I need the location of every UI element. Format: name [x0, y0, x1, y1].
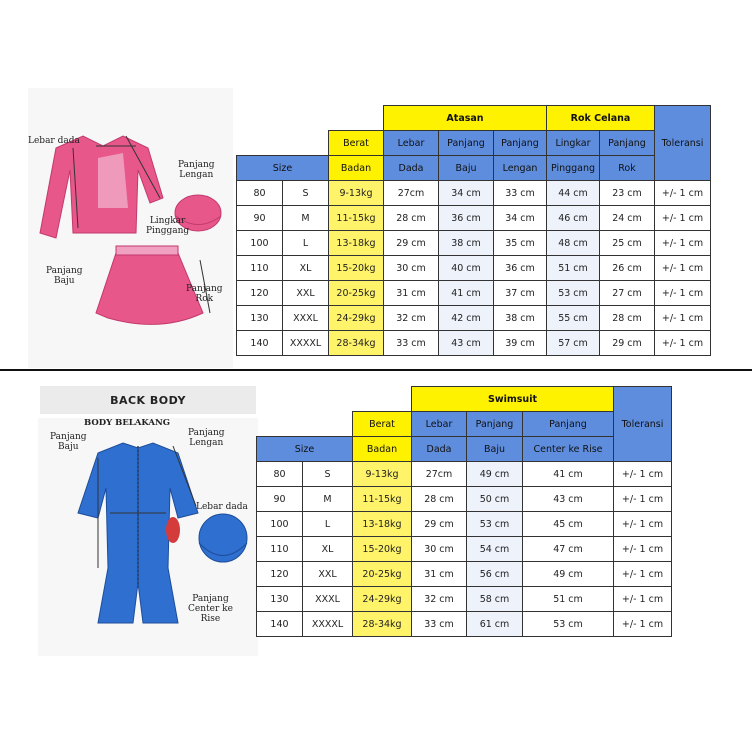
table-row [257, 537, 672, 562]
cell-panjang-center-rise: 51 cm [523, 587, 614, 612]
table-row [257, 587, 672, 612]
cell-size-label: M [303, 487, 353, 512]
cell-toleransi: +/- 1 cm [655, 206, 711, 231]
cell-size-number: 130 [257, 587, 303, 612]
group-header-atasan: Atasan [384, 106, 547, 131]
cell-panjang-center-rise: 49 cm [523, 562, 614, 587]
cell-panjang-baju: 53 cm [467, 512, 523, 537]
table-row [257, 462, 672, 487]
cell-lebar-dada: 27cm [412, 462, 467, 487]
cell-size-number: 80 [257, 462, 303, 487]
group-header-rok-celana: Rok Celana [547, 106, 655, 131]
cell-berat-badan: 11-15kg [329, 206, 384, 231]
blue-swimsuit-illustration [38, 418, 258, 656]
header-dada: Dada [384, 156, 439, 181]
cell-berat-badan: 28-34kg [353, 612, 412, 637]
cell-toleransi: +/- 1 cm [614, 537, 672, 562]
cell-size-label: XXXXL [303, 612, 353, 637]
cell-panjang-rok: 29 cm [600, 331, 655, 356]
header-panjang-baju-top: Panjang [439, 131, 494, 156]
cell-panjang-lengan: 35 cm [494, 231, 547, 256]
group-header-swimsuit: Swimsuit [412, 387, 614, 412]
cell-panjang-baju: 50 cm [467, 487, 523, 512]
cell-toleransi: +/- 1 cm [655, 181, 711, 206]
cell-size-label: XXXL [303, 587, 353, 612]
pink-swimsuit-drawing [28, 88, 233, 368]
header-panjang-baju-bottom: Panjang [467, 412, 523, 437]
cell-berat-badan: 24-29kg [329, 306, 384, 331]
cell-panjang-lengan: 33 cm [494, 181, 547, 206]
cell-lebar-dada: 33 cm [412, 612, 467, 637]
top-size-chart-section [0, 80, 752, 370]
cell-toleransi: +/- 1 cm [614, 462, 672, 487]
cell-size-number: 140 [257, 612, 303, 637]
cell-panjang-lengan: 34 cm [494, 206, 547, 231]
cell-panjang-baju: 42 cm [439, 306, 494, 331]
cell-size-number: 120 [237, 281, 283, 306]
table-row [257, 512, 672, 537]
cell-size-label: XXXXL [283, 331, 329, 356]
cell-panjang-rok: 27 cm [600, 281, 655, 306]
table-row [257, 487, 672, 512]
table-row [257, 562, 672, 587]
cell-size-label: S [303, 462, 353, 487]
cell-size-number: 100 [257, 512, 303, 537]
cell-toleransi: +/- 1 cm [614, 612, 672, 637]
table-row [257, 612, 672, 637]
header-toleransi: Toleransi [655, 106, 711, 181]
cell-lingkar-pinggang: 48 cm [547, 231, 600, 256]
cell-size-number: 120 [257, 562, 303, 587]
header-lengan: Lengan [494, 156, 547, 181]
cell-panjang-lengan: 38 cm [494, 306, 547, 331]
header-dada-bottom: Dada [412, 437, 467, 462]
pink-swimsuit-illustration [28, 88, 233, 368]
cell-size-label: XXL [283, 281, 329, 306]
cell-berat-badan: 28-34kg [329, 331, 384, 356]
cell-panjang-baju: 49 cm [467, 462, 523, 487]
label-panjang-lengan-bottom: Panjang Lengan [188, 428, 225, 448]
cell-size-number: 140 [237, 331, 283, 356]
header-baju: Baju [439, 156, 494, 181]
cell-lebar-dada: 31 cm [384, 281, 439, 306]
cell-panjang-rok: 25 cm [600, 231, 655, 256]
cell-size-number: 130 [237, 306, 283, 331]
cell-size-number: 90 [257, 487, 303, 512]
cell-berat-badan: 9-13kg [353, 462, 412, 487]
cell-size-number: 110 [257, 537, 303, 562]
table-row [237, 281, 711, 306]
cell-berat-badan: 13-18kg [329, 231, 384, 256]
cell-panjang-rok: 24 cm [600, 206, 655, 231]
cell-panjang-baju: 43 cm [439, 331, 494, 356]
cell-panjang-lengan: 37 cm [494, 281, 547, 306]
cell-size-label: XL [283, 256, 329, 281]
cell-panjang-baju: 54 cm [467, 537, 523, 562]
cell-toleransi: +/- 1 cm [655, 256, 711, 281]
label-panjang-center-rise: Panjang Center ke Rise [188, 594, 233, 624]
header-badan-bottom: Badan [353, 437, 412, 462]
header-badan: Badan [329, 156, 384, 181]
cell-panjang-baju: 40 cm [439, 256, 494, 281]
cell-toleransi: +/- 1 cm [655, 306, 711, 331]
cell-size-label: XXXL [283, 306, 329, 331]
cell-lebar-dada: 30 cm [412, 537, 467, 562]
label-panjang-lengan: Panjang Lengan [178, 160, 215, 180]
cell-panjang-baju: 41 cm [439, 281, 494, 306]
header-center-ke-rise: Center ke Rise [523, 437, 614, 462]
label-lebar-dada: Lebar dada [28, 136, 80, 146]
header-rok: Rok [600, 156, 655, 181]
cell-lingkar-pinggang: 55 cm [547, 306, 600, 331]
cell-size-number: 80 [237, 181, 283, 206]
bottom-size-chart-section [0, 372, 752, 672]
label-body-belakang: BODY BELAKANG [84, 418, 171, 428]
header-baju-bottom: Baju [467, 437, 523, 462]
label-panjang-baju: Panjang Baju [46, 266, 83, 286]
header-panjang-lengan-top: Panjang [494, 131, 547, 156]
cell-toleransi: +/- 1 cm [614, 562, 672, 587]
cell-size-number: 110 [237, 256, 283, 281]
header-size-bottom: Size [257, 437, 353, 462]
cell-lingkar-pinggang: 51 cm [547, 256, 600, 281]
cell-lebar-dada: 29 cm [384, 231, 439, 256]
cell-berat-badan: 11-15kg [353, 487, 412, 512]
cell-lebar-dada: 29 cm [412, 512, 467, 537]
table-row [237, 206, 711, 231]
header-pinggang: Pinggang [547, 156, 600, 181]
cell-size-label: S [283, 181, 329, 206]
cell-berat-badan: 15-20kg [353, 537, 412, 562]
cell-lebar-dada: 28 cm [412, 487, 467, 512]
cell-panjang-center-rise: 47 cm [523, 537, 614, 562]
table-row [237, 231, 711, 256]
cell-berat-badan: 20-25kg [353, 562, 412, 587]
table-row [237, 256, 711, 281]
cell-berat-badan: 20-25kg [329, 281, 384, 306]
label-lingkar-pinggang: Lingkar Pinggang [146, 216, 190, 236]
cell-berat-badan: 15-20kg [329, 256, 384, 281]
cell-panjang-lengan: 39 cm [494, 331, 547, 356]
cell-lebar-dada: 32 cm [384, 306, 439, 331]
cell-lingkar-pinggang: 44 cm [547, 181, 600, 206]
bottom-size-table [256, 386, 672, 637]
cell-toleransi: +/- 1 cm [614, 587, 672, 612]
table-row [237, 306, 711, 331]
cell-toleransi: +/- 1 cm [614, 487, 672, 512]
cell-panjang-rok: 23 cm [600, 181, 655, 206]
section-divider [0, 369, 752, 371]
cell-berat-badan: 24-29kg [353, 587, 412, 612]
cell-panjang-center-rise: 41 cm [523, 462, 614, 487]
cell-lebar-dada: 28 cm [384, 206, 439, 231]
cell-lebar-dada: 33 cm [384, 331, 439, 356]
cell-panjang-baju: 61 cm [467, 612, 523, 637]
cell-panjang-baju: 34 cm [439, 181, 494, 206]
cell-panjang-center-rise: 53 cm [523, 612, 614, 637]
cell-lebar-dada: 27cm [384, 181, 439, 206]
cell-lebar-dada: 31 cm [412, 562, 467, 587]
table-row [237, 181, 711, 206]
header-berat: Berat [329, 131, 384, 156]
cell-panjang-baju: 56 cm [467, 562, 523, 587]
top-size-table [236, 105, 711, 356]
cell-size-label: XL [303, 537, 353, 562]
cell-panjang-baju: 38 cm [439, 231, 494, 256]
cell-panjang-baju: 58 cm [467, 587, 523, 612]
label-panjang-rok: Panjang Rok [186, 284, 223, 304]
header-lebar: Lebar [384, 131, 439, 156]
header-panjang-rok-top: Panjang [600, 131, 655, 156]
header-berat-bottom: Berat [353, 412, 412, 437]
cell-size-label: M [283, 206, 329, 231]
label-panjang-baju-bottom: Panjang Baju [50, 432, 87, 452]
cell-lebar-dada: 32 cm [412, 587, 467, 612]
cell-lebar-dada: 30 cm [384, 256, 439, 281]
cell-toleransi: +/- 1 cm [614, 512, 672, 537]
cell-size-label: L [283, 231, 329, 256]
cell-panjang-baju: 36 cm [439, 206, 494, 231]
cell-lingkar-pinggang: 57 cm [547, 331, 600, 356]
cell-panjang-rok: 28 cm [600, 306, 655, 331]
cell-toleransi: +/- 1 cm [655, 231, 711, 256]
cell-toleransi: +/- 1 cm [655, 331, 711, 356]
header-panjang-center-bottom: Panjang [523, 412, 614, 437]
cell-lingkar-pinggang: 53 cm [547, 281, 600, 306]
cell-lingkar-pinggang: 46 cm [547, 206, 600, 231]
header-lingkar: Lingkar [547, 131, 600, 156]
cell-size-number: 90 [237, 206, 283, 231]
cell-panjang-center-rise: 45 cm [523, 512, 614, 537]
cell-size-label: XXL [303, 562, 353, 587]
label-lebar-dada-bottom: Lebar dada [196, 502, 248, 512]
cell-panjang-rok: 26 cm [600, 256, 655, 281]
cell-berat-badan: 9-13kg [329, 181, 384, 206]
header-lebar-bottom: Lebar [412, 412, 467, 437]
cell-size-number: 100 [237, 231, 283, 256]
cell-size-label: L [303, 512, 353, 537]
cell-berat-badan: 13-18kg [353, 512, 412, 537]
header-toleransi-bottom: Toleransi [614, 387, 672, 462]
cell-toleransi: +/- 1 cm [655, 281, 711, 306]
cell-panjang-center-rise: 43 cm [523, 487, 614, 512]
back-body-title: BACK BODY [40, 386, 256, 414]
table-row [237, 331, 711, 356]
cell-panjang-lengan: 36 cm [494, 256, 547, 281]
header-size: Size [237, 156, 329, 181]
